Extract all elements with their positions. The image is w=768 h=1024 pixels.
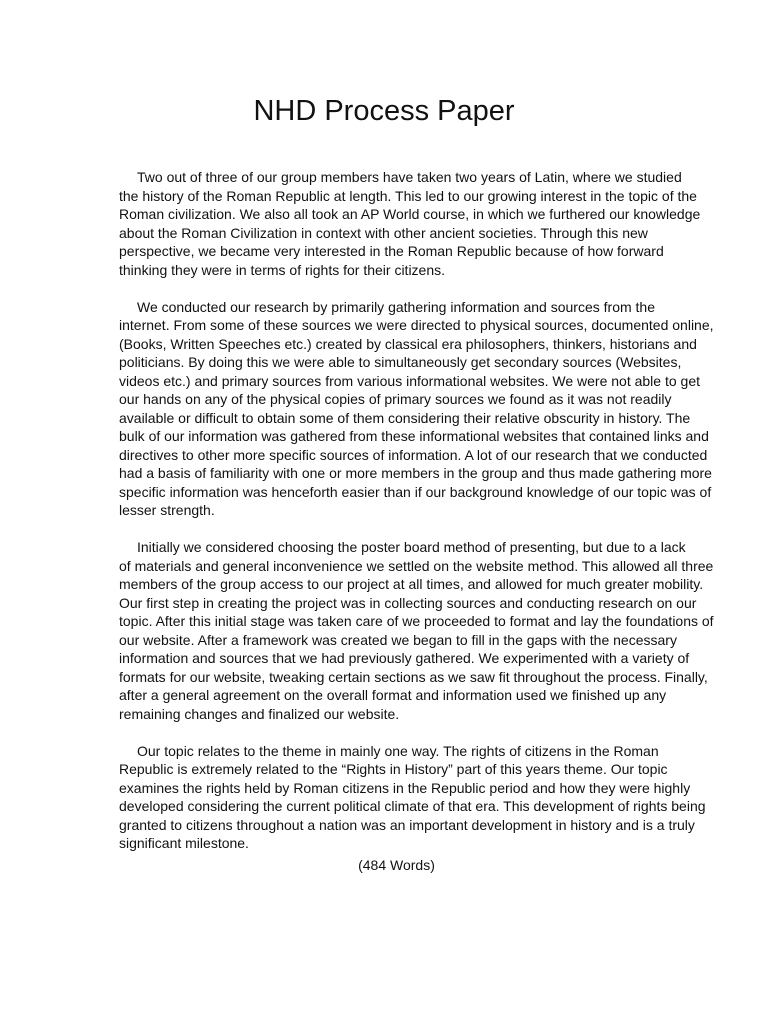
- paragraph-line: significant milestone.: [119, 835, 249, 851]
- paragraph-line: our website. After a framework was created we began to fill in the gaps with the necessary: [119, 631, 677, 648]
- paragraph-line: information and sources that we had previously gathered. We experimented with a variety of: [119, 650, 690, 666]
- paragraph-line: internet. From some of these sources we were directed to physical sources, documented online,: [119, 317, 714, 333]
- paragraph-line: of materials and general inconvenience we settled on the website method. This allowed all three: [119, 557, 714, 574]
- paragraph-line: topic. After this initial stage was taken care of we proceeded to format and lay the foundations of: [119, 613, 714, 629]
- paragraph-line: perspective, we became very interested in the Roman Republic because of how forward: [119, 243, 664, 259]
- paragraph-line: Our topic relates to the theme in mainly one way. The rights of citizens in the Roman: [137, 742, 659, 759]
- paragraph-2: [119, 298, 714, 520]
- paragraph-line: lesser strength.: [119, 502, 215, 518]
- paragraph-line: Republic is extremely related to the “Rights in History” part of this years theme. Our topic: [119, 761, 668, 777]
- paragraph-1: [119, 168, 701, 279]
- paragraph-line: Two out of three of our group members have taken two years of Latin, where we studied: [137, 169, 682, 185]
- paragraph-line: Initially we considered choosing the poster board method of presenting, but due to a lack: [137, 539, 686, 555]
- paragraph-line: remaining changes and finalized our website.: [119, 705, 400, 722]
- paragraph-3: [119, 538, 714, 723]
- paragraph-4: [119, 742, 706, 853]
- paragraph-line: specific information was henceforth easier than if our background knowledge of our topic was of: [119, 483, 712, 500]
- paragraph-line: Our first step in creating the project was in collecting sources and conducting research on our: [119, 594, 697, 611]
- paragraph-line: directives to other more specific sources of information. A lot of our research that we conducted: [119, 446, 708, 463]
- paragraph-line: after a general agreement on the overall format and information used we finished up any: [119, 687, 667, 703]
- paragraph-line: thinking they were in terms of rights for their citizens.: [119, 261, 446, 278]
- paragraph-line: had a basis of familiarity with one or more members in the group and thus made gathering more: [119, 465, 712, 481]
- document-body: [119, 168, 714, 871]
- word-count: (484 Words): [358, 857, 435, 873]
- page-title: NHD Process Paper: [253, 95, 515, 127]
- paragraph-line: politicians. By doing this we were able to simultaneously get secondary sources (Websites,: [119, 354, 682, 370]
- paragraph-line: the history of the Roman Republic at length. This led to our growing interest in the topic of the: [119, 187, 697, 204]
- paragraph-line: developed considering the current political climate of that era. This development of rights being: [119, 798, 706, 814]
- paragraph-line: videos etc.) and primary sources from various informational websites. We were not able to get: [119, 372, 700, 389]
- paragraph-line: We conducted our research by primarily gathering information and sources from the: [137, 298, 655, 315]
- paragraph-line: available or difficult to obtain some of them considering their relative obscurity in history. The: [119, 409, 691, 426]
- paragraph-line: Roman civilization. We also all took an AP World course, in which we furthered our knowledge: [119, 206, 701, 222]
- paragraph-line: formats for our website, tweaking certain sections as we saw fit throughout the process. Finally,: [119, 668, 708, 685]
- paragraph-line: bulk of our information was gathered from these informational websites that contained links and: [119, 428, 709, 444]
- paragraph-line: our hands on any of the physical copies of primary sources we found as it was not readily: [119, 391, 672, 407]
- paragraph-line: about the Roman Civilization in context with other ancient societies. Through this new: [119, 224, 648, 241]
- paragraph-line: granted to citizens throughout a nation was an important development in history and is a truly: [119, 816, 695, 833]
- paragraph-line: members of the group access to our project at all times, and allowed for much greater mobility.: [119, 576, 704, 592]
- paragraph-line: (Books, Written Speeches etc.) created by classical era philosophers, thinkers, historians and: [119, 335, 697, 352]
- paragraph-line: examines the rights held by Roman citizens in the Republic period and how they were highly: [119, 779, 691, 796]
